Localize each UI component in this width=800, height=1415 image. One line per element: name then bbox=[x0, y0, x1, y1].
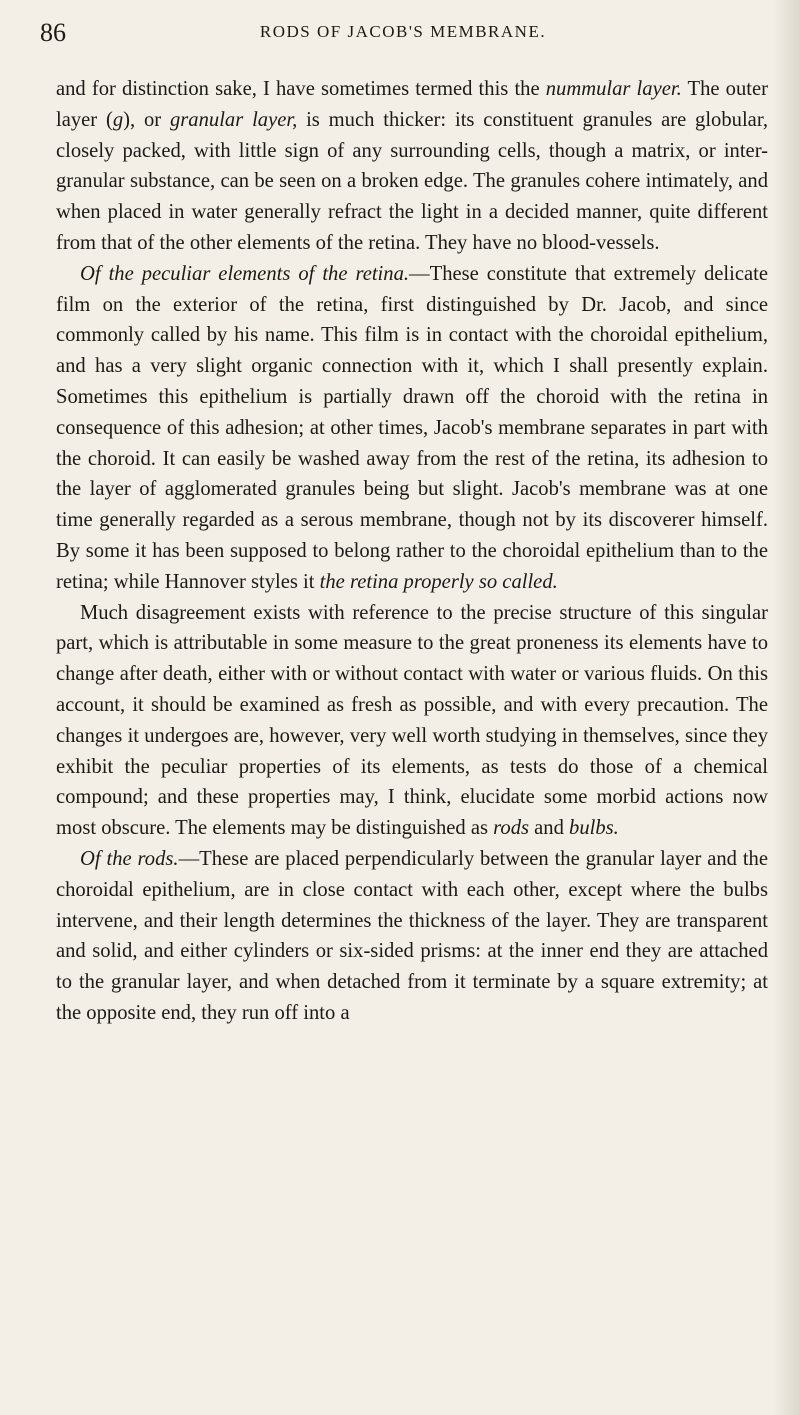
paragraph-1 bbox=[56, 74, 768, 259]
p1-italic-g: g bbox=[112, 108, 124, 131]
p3-text-a: Much disagreement exists with reference to the precise structure of this singular part, which is attributable in some measure to the great proneness its elements have to change after death, either with or without contact with water or various fluids. On this account, it should be examined as fresh as possible, and with every precaution. The changes it undergoes are, however, very well worth studying in themselves, since they exhibit the peculiar properties of its elements, as tests do those of a chemical compound; and these properties may, I think, elucidate some morbid actions now most obscure. The elements may be distinguished as bbox=[56, 601, 768, 840]
p1-italic-granular: granular layer, bbox=[170, 108, 298, 131]
paragraph-4 bbox=[56, 844, 768, 1029]
running-head bbox=[40, 18, 766, 48]
p1-text-e: ), or bbox=[123, 108, 170, 131]
running-title: RODS OF JACOB'S MEMBRANE. bbox=[259, 22, 547, 41]
paragraph-2 bbox=[56, 259, 768, 598]
p2-italic-retina: the retina properly so called. bbox=[319, 570, 558, 593]
page-edge-shadow bbox=[772, 0, 800, 1415]
p3-italic-bulbs: bulbs. bbox=[569, 817, 619, 840]
p4-text-b: —These are placed perpendicularly between the granular layer and the choroidal epithelium, are in close contact with each other, except where the bulbs intervene, and their length determines the thickness of the layer. They are transparent and solid, and either cylinders or six-sided prisms: at the inner end they are attached to the granular layer, and when detached from it terminate by a square extremity; at the opposite end, they run off into a bbox=[56, 847, 768, 1024]
paragraph-3 bbox=[56, 598, 768, 844]
page-number: 86 bbox=[40, 18, 66, 47]
p1-text-a: and for distinction sake, I have sometimes termed this the bbox=[56, 78, 546, 100]
p4-italic-heading: Of the rods. bbox=[80, 847, 179, 870]
p3-text-c: and bbox=[529, 817, 570, 840]
p3-italic-rods: rods bbox=[493, 817, 530, 840]
p1-text-c: The outer layer ( bbox=[56, 78, 768, 131]
body-text bbox=[56, 74, 768, 1029]
p1-text-g: is much thicker: its constituent granules are globular, closely packed, with little sign of any surrounding cells, though a matrix, or inter-granular substance, can be seen on a broken edge. The granules cohere intimately, and when placed in water generally refract the light in a decided manner, quite different from that of the other elements of the retina. They have no blood-vessels. bbox=[56, 108, 768, 254]
p1-italic-nummular: nummular layer. bbox=[545, 78, 682, 100]
p2-text-b: —These constitute that extremely delicate film on the exterior of the retina, first distinguished by Dr. Jacob, and since commonly called by his name. This film is in contact with the choroidal epithelium, and has a very slight organic connection with it, which I shall presently explain. Sometimes this epithelium is partially drawn off the choroid with the retina in consequence of this adhesion; at other times, Jacob's membrane separates in part with the choroid. It can easily be washed away from the rest of the retina, its adhesion to the layer of agglomerated granules being but slight. Jacob's membrane was at one time generally regarded as a serous membrane, though not by its discoverer himself. By some it has been supposed to belong rather to the choroidal epithelium than to the retina; while Hannover styles it bbox=[56, 262, 769, 593]
p2-italic-heading: Of the peculiar elements of the retina. bbox=[80, 262, 410, 285]
